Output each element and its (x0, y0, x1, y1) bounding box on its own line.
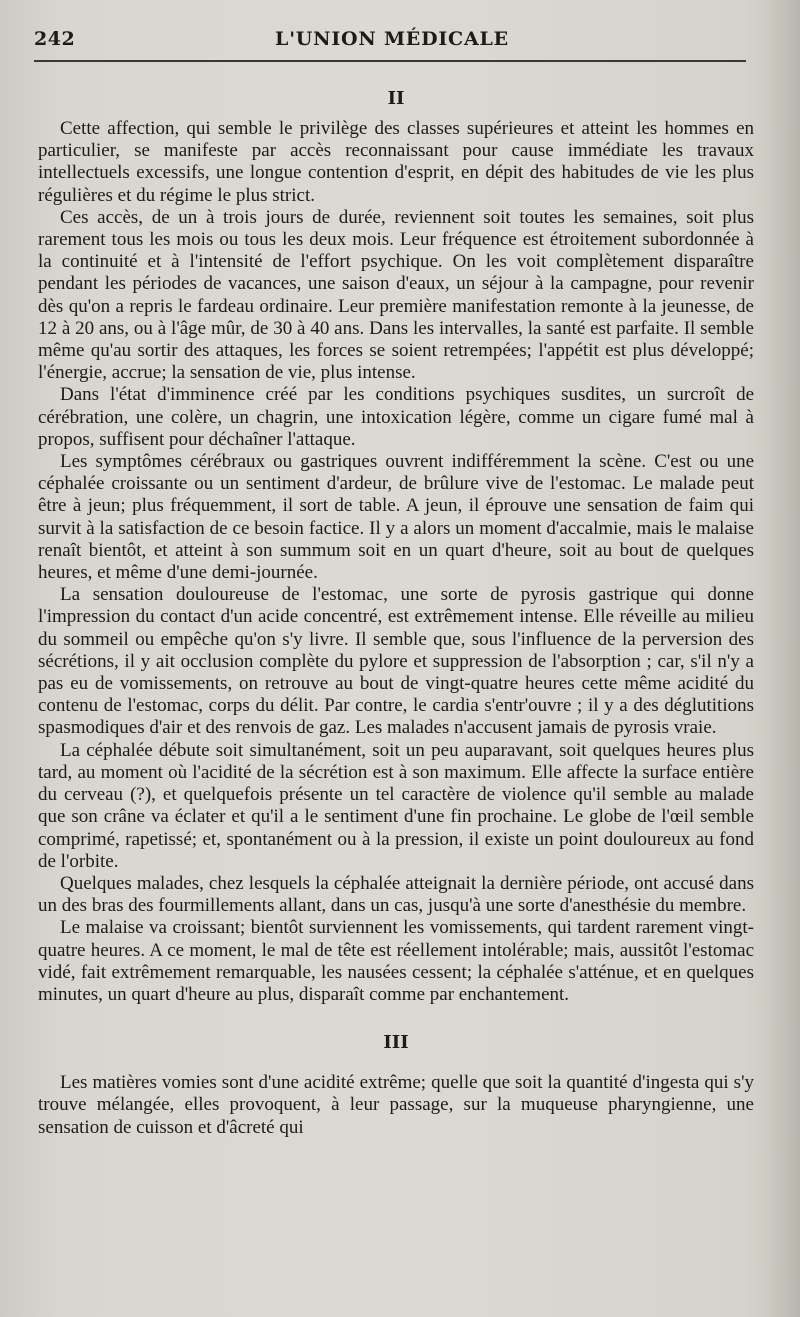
paragraph: Cette affection, qui semble le privilège des classes supérieures et atteint les hommes en particulier, se manifeste par accès reconnaissant pour cause immédiate les travaux intellectuels excessifs, une longue contention d'esprit, en dépit des habitudes de vie les plus régulières et du régime le plus strict. (38, 118, 754, 206)
page-header (34, 28, 750, 58)
page-edge-shadow (764, 0, 800, 1317)
paragraph: La céphalée débute soit simultanément, soit un peu auparavant, soit quelques heures plus tard, au moment où l'acidité de la sécrétion est à son maximum. Elle affecte la surface entière du cerveau (?), et quelquefois présente un tel caractère de violence qu'il semble au malade que son crâne va éclater et qu'il a le sentiment d'une fin prochaine. Le globe de l'œil semble comprimé, rapetissé; et, spontanément ou à la pression, il existe un point douloureux au fond de l'orbite. (38, 739, 754, 872)
section-heading-ii: II (387, 88, 405, 109)
header-rule (34, 60, 746, 62)
paragraph: Les matières vomies sont d'une acidité extrême; quelle que soit la quantité d'ingesta qui s'y trouve mélangée, elles provoquent, à leur passage, sur la muqueuse pharyngienne, une sensation de cuisson et d'âcreté qui (38, 1072, 754, 1138)
section-heading-iii: III (383, 1032, 409, 1054)
paragraph: Ces accès, de un à trois jours de durée, reviennent soit toutes les semaines, soit plus rarement tous les mois ou tous les deux mois. Leur fréquence est étroitement subordonnée à la continuité et à l'intensité de l'effort psychique. On les voit complètement disparaître pendant les périodes de vacances, une saison d'eaux, un séjour à la campagne, pour revenir dès qu'on a repris le fardeau ordinaire. Leur première manifestation remonte à la jeunesse, de 12 à 20 ans, ou à l'âge mûr, de 30 à 40 ans. Dans les intervalles, la santé est parfaite. Il semble même qu'au sortir des attaques, les forces se soient retrempées; l'appétit est plus développé; l'énergie, accrue; la sensation de vie, plus intense. (38, 206, 754, 384)
paragraph: Dans l'état d'imminence créé par les conditions psychiques susdites, un surcroît de cérébration, une colère, un chagrin, une intoxication légère, comme un cigare fumé mal à propos, suffisent pour déchaîner l'attaque. (38, 384, 754, 450)
page-number: 242 (34, 28, 76, 50)
paragraph: Le malaise va croissant; bientôt surviennent les vomissements, qui tardent rarement vingt-quatre heures. A ce moment, le mal de tête est réellement intolérable; mais, aussitôt l'estomac vidé, fait extrêmement remarquable, les nausées cessent; la céphalée s'atténue, et en quelques minutes, un quart d'heure au plus, disparaît comme par enchantement. (38, 917, 754, 1005)
article-body (38, 88, 754, 1139)
running-title: L'UNION MÉDICALE (275, 28, 509, 50)
paragraph: Quelques malades, chez lesquels la céphalée atteignait la dernière période, ont accusé dans un des bras des fourmillements allant, dans un cas, jusqu'à une sorte d'anesthésie du membre. (38, 872, 754, 917)
paragraph: La sensation douloureuse de l'estomac, une sorte de pyrosis gastrique qui donne l'impression du contact d'un acide concentré, est extrêmement intense. Elle réveille au milieu du sommeil ou empêche qu'on s'y livre. Il semble que, sous l'influence de la perversion des sécrétions, il y ait occlusion complète du pylore et suppression de l'absorption ; car, s'il n'y a pas eu de vomissements, on retrouve au bout de vingt-quatre heures cette même acidité du contenu de l'estomac, corps du délit. Par contre, le cardia s'entr'ouvre ; il y a des déglutitions spasmodiques d'air et des renvois de gaz. Les malades n'accusent jamais de pyrosis vraie. (38, 584, 754, 739)
paragraph: Les symptômes cérébraux ou gastriques ouvrent indifféremment la scène. C'est ou une céphalée croissante ou un sentiment d'ardeur, de brûlure vive de l'estomac. Le malade peut être à jeun; plus fréquemment, il sort de table. A jeun, il éprouve une sensation de faim qui survit à la satisfaction de ce besoin factice. Il y a alors un moment d'accalmie, mais le malaise renaît bientôt, et atteint à son summum soit en un quart d'heure, soit au bout de quelques heures, et même d'une demi-journée. (38, 451, 754, 584)
